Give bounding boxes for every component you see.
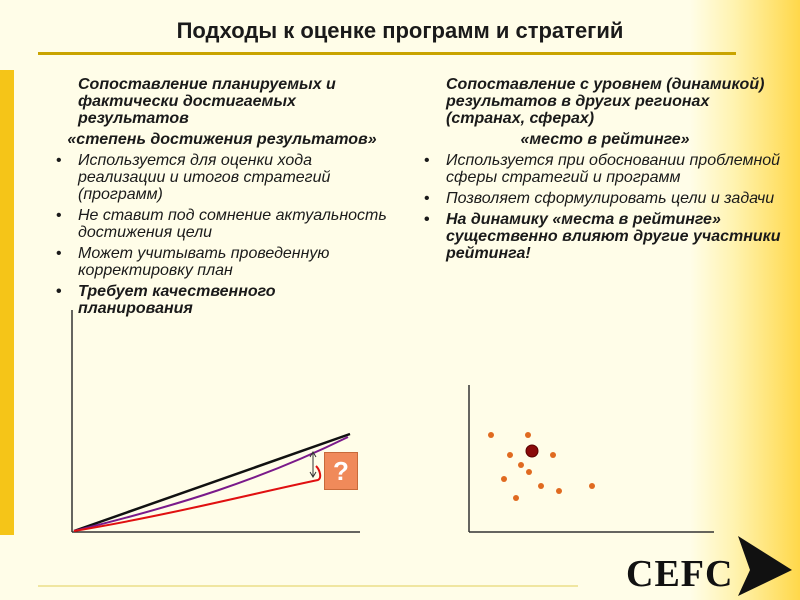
left-subheading: «степень достижения результатов» (67, 131, 377, 148)
scatter-dot (556, 488, 562, 494)
scatter-dot (488, 432, 494, 438)
left-bullet-3: • Может учитывать проведенную корректировку план (52, 245, 392, 279)
right-bullet-3: • На динамику «места в рейтинге» существенно влияют другие участники рейтинга! (420, 211, 790, 262)
left-bullet-2: • Не ставит под сомнение актуальность достижения цели (52, 207, 392, 241)
slide-title: Подходы к оценке программ и стратегий (176, 18, 624, 43)
scatter-dot (513, 495, 519, 501)
scatter-dot (526, 469, 532, 475)
highlighted-dot (526, 445, 538, 457)
right-bullet-2: • Позволяет сформулировать цели и задачи (420, 190, 790, 207)
cefc-logo: CEFC (626, 553, 734, 595)
scatter-dot (525, 432, 531, 438)
scatter-dot (589, 483, 595, 489)
scatter-dot (507, 452, 513, 458)
scatter-dot (550, 452, 556, 458)
right-subheading: «место в рейтинге» (520, 131, 690, 148)
question-mark-box: ? (324, 452, 358, 490)
left-heading: Сопоставление планируемых и фактически достигаемых результатов (78, 76, 336, 127)
logo-arrow-icon (732, 530, 800, 600)
rating-scatter (469, 385, 714, 532)
plan-fact-diagram (72, 310, 360, 532)
right-heading: Сопоставление с уровнем (динамикой) результатов в других регионах (странах, сферах) (446, 76, 765, 127)
left-bullet-1: • Используется для оценки хода реализации и итогов стратегий (программ) (52, 152, 392, 203)
scatter-dot (538, 483, 544, 489)
scatter-dot (501, 476, 507, 482)
left-bullet-4: • Требует качественного планирования (52, 283, 392, 317)
right-bullet-1: • Используется при обосновании проблемной сферы стратегий и программ (420, 152, 790, 186)
scatter-dot (518, 462, 524, 468)
bottom-divider (38, 585, 578, 587)
